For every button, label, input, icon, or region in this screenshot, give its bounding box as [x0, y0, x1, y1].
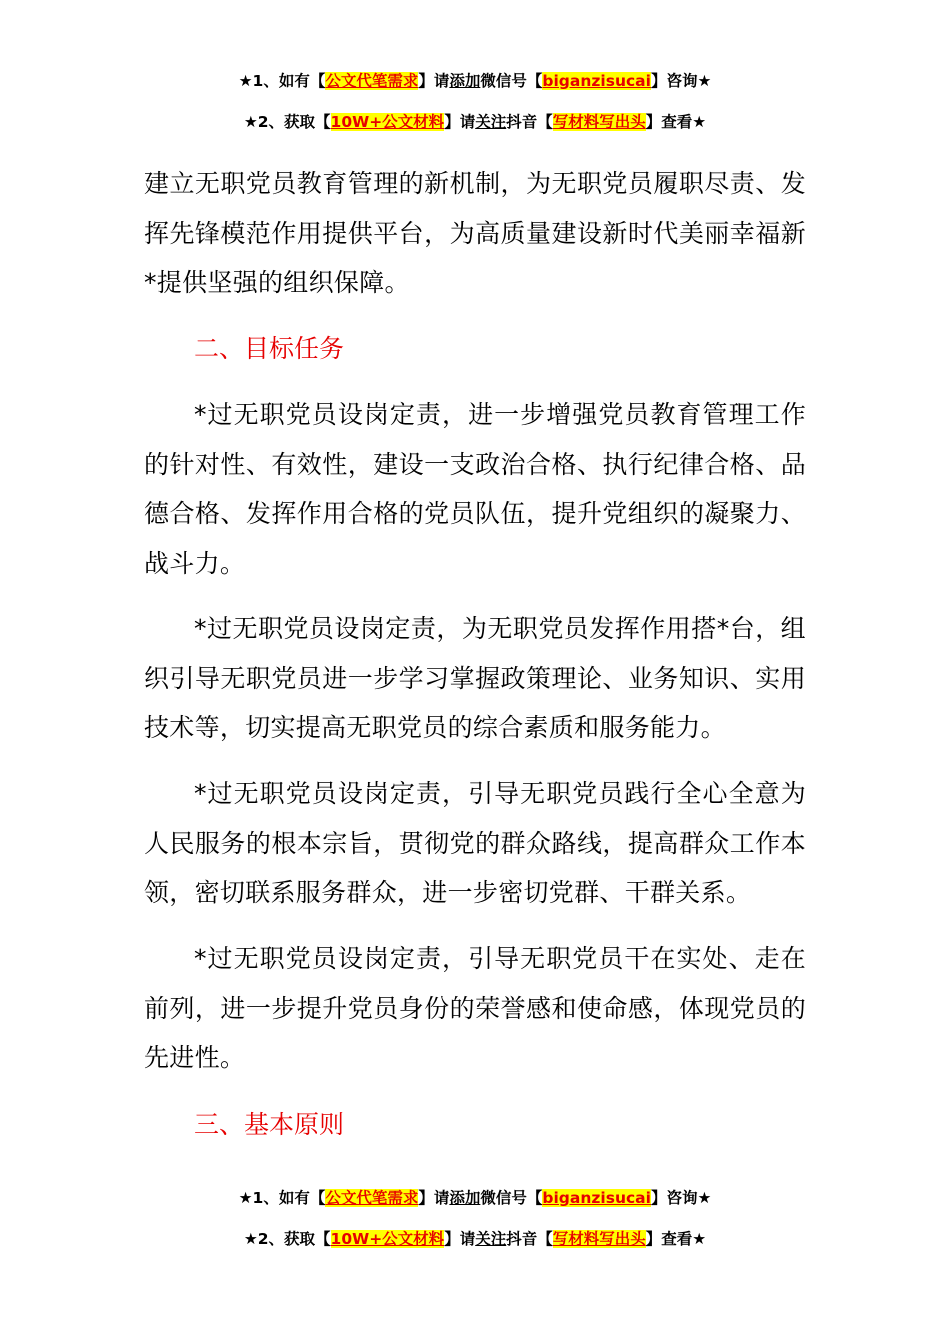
banner-highlight: 写材料写出头	[552, 113, 646, 131]
banner-highlight: 公文代笔需求	[325, 72, 419, 90]
banner-underlined: 添加	[449, 1189, 481, 1207]
promo-banner-top-line1	[0, 69, 950, 93]
banner-highlight: 公文代笔需求	[325, 1189, 419, 1207]
banner-text: 微信号【	[480, 1189, 543, 1207]
promo-banner-bottom-line2	[0, 1227, 950, 1251]
banner-underlined: 关注	[475, 1230, 507, 1248]
promo-banner-top-line2	[0, 110, 950, 134]
banner-text: 】咨询★	[650, 72, 712, 90]
banner-text: 】查看★	[645, 1230, 707, 1248]
banner-text: 】请	[444, 113, 476, 131]
banner-text: ★1、如有【	[238, 72, 326, 90]
paragraph-intro: 建立无职党员教育管理的新机制，为无职党员履职尽责、发挥先锋模范作用提供平台，为高质量建设新时代美丽幸福新*提供坚强的组织保障。	[144, 169, 806, 297]
banner-highlight: 10W+公文材料	[330, 113, 445, 131]
promo-banner-bottom-line1	[0, 1186, 950, 1210]
section-heading-principles: 三、基本原则	[194, 1110, 345, 1139]
banner-text: 】请	[418, 72, 450, 90]
banner-text: 微信号【	[480, 72, 543, 90]
banner-highlight: 写材料写出头	[552, 1230, 646, 1248]
banner-text: ★2、获取【	[243, 1230, 331, 1248]
banner-text: 】查看★	[645, 113, 707, 131]
banner-text: 】咨询★	[650, 1189, 712, 1207]
section-heading-goals: 二、目标任务	[194, 334, 345, 363]
paragraph-goal-3: *过无职党员设岗定责，引导无职党员践行全心全意为人民服务的根本宗旨，贯彻党的群众路线，提高群众工作本领，密切联系服务群众，进一步密切党群、干群关系。	[144, 779, 806, 907]
banner-highlight: 10W+公文材料	[330, 1230, 445, 1248]
banner-text: 】请	[444, 1230, 476, 1248]
banner-highlight: biganzisucai	[542, 1189, 651, 1207]
paragraph-goal-4: *过无职党员设岗定责，引导无职党员干在实处、走在前列，进一步提升党员身份的荣誉感和使命感，体现党员的先进性。	[144, 944, 806, 1072]
paragraph-goal-2: *过无职党员设岗定责，为无职党员发挥作用搭*台，组织引导无职党员进一步学习掌握政策理论、业务知识、实用技术等，切实提高无职党员的综合素质和服务能力。	[144, 614, 806, 742]
banner-text: 抖音【	[506, 113, 553, 131]
banner-text: 】请	[418, 1189, 450, 1207]
banner-underlined: 关注	[475, 113, 507, 131]
banner-underlined: 添加	[449, 72, 481, 90]
banner-text: ★1、如有【	[238, 1189, 326, 1207]
banner-text: ★2、获取【	[243, 113, 331, 131]
paragraph-goal-1: *过无职党员设岗定责，进一步增强党员教育管理工作的针对性、有效性，建设一支政治合格、执行纪律合格、品德合格、发挥作用合格的党员队伍，提升党组织的凝聚力、战斗力。	[144, 400, 806, 578]
banner-highlight: biganzisucai	[542, 72, 651, 90]
banner-text: 抖音【	[506, 1230, 553, 1248]
